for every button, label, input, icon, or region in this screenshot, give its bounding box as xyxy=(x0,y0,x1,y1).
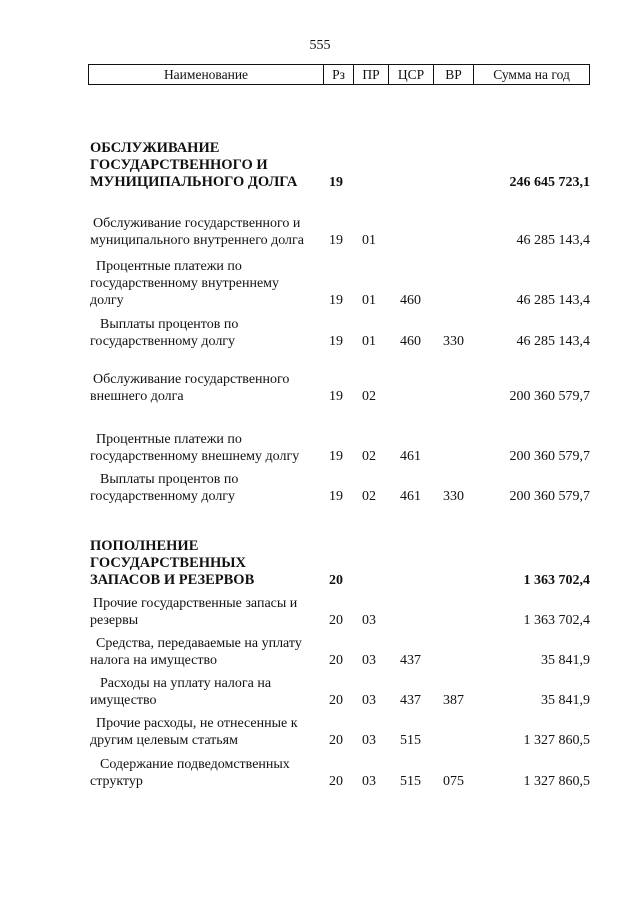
row-pr: 02 xyxy=(362,449,376,464)
row-name xyxy=(90,635,330,669)
header-name: Наименование xyxy=(163,66,249,82)
row-name-line: Расходы на уплату налога на xyxy=(100,676,272,691)
row-rz: 19 xyxy=(329,233,343,248)
row-amount: 46 285 143,4 xyxy=(516,334,590,349)
table-row xyxy=(0,714,640,749)
section-row-debt-service xyxy=(0,137,640,191)
row-name xyxy=(90,538,330,589)
row-name-line: МУНИЦИПАЛЬНОГО ДОЛГА xyxy=(90,174,298,190)
row-name xyxy=(90,431,330,465)
row-vr: 075 xyxy=(443,774,464,789)
row-name-line: резервы xyxy=(90,613,139,628)
row-pr: 03 xyxy=(362,733,376,748)
row-rz: 20 xyxy=(329,733,343,748)
row-amount: 35 841,9 xyxy=(541,693,590,708)
row-vr: 330 xyxy=(443,489,464,504)
row-rz: 20 xyxy=(329,573,343,588)
row-name-line: муниципального внутреннего долга xyxy=(90,233,304,248)
row-amount: 35 841,9 xyxy=(541,653,590,668)
row-amount: 200 360 579,7 xyxy=(509,449,590,464)
row-csr: 437 xyxy=(400,693,421,708)
row-rz: 19 xyxy=(329,489,343,504)
row-rz: 19 xyxy=(329,175,343,190)
row-name-line: ГОСУДАРСТВЕННЫХ xyxy=(90,555,247,571)
table-row xyxy=(0,674,640,709)
row-name-line: имущество xyxy=(90,693,157,708)
header-csr: ЦСР xyxy=(388,65,433,84)
row-name-line: государственному внутреннему xyxy=(90,276,280,291)
row-pr: 01 xyxy=(362,233,376,248)
row-csr: 515 xyxy=(400,733,421,748)
row-name xyxy=(90,316,330,350)
table-row xyxy=(0,256,640,309)
table-header xyxy=(88,64,590,85)
row-name-line: Прочие расходы, не отнесенные к xyxy=(96,716,298,731)
table-row xyxy=(0,593,640,629)
row-name-line: Процентные платежи по xyxy=(96,432,242,447)
row-name xyxy=(90,595,330,629)
row-name xyxy=(90,675,330,709)
row-csr: 461 xyxy=(400,489,421,504)
row-vr: 330 xyxy=(443,334,464,349)
row-name-line: внешнего долга xyxy=(90,389,184,404)
row-amount: 246 645 723,1 xyxy=(509,175,590,190)
row-amount: 46 285 143,4 xyxy=(516,233,590,248)
table-row xyxy=(0,315,640,350)
table-row xyxy=(0,469,640,505)
row-name-line: государственному долгу xyxy=(90,489,236,504)
row-pr: 03 xyxy=(362,613,376,628)
row-name-line: Содержание подведомственных xyxy=(100,757,290,772)
row-name-line: налога на имущество xyxy=(90,653,218,668)
row-name-line: Средства, передаваемые на уплату xyxy=(96,636,302,651)
row-pr: 01 xyxy=(362,293,376,308)
row-pr: 03 xyxy=(362,653,376,668)
row-name-line: ЗАПАСОВ И РЕЗЕРВОВ xyxy=(90,572,255,588)
row-rz: 20 xyxy=(329,613,343,628)
row-amount: 200 360 579,7 xyxy=(509,389,590,404)
row-amount: 1 327 860,5 xyxy=(523,774,590,789)
table-row xyxy=(0,633,640,669)
row-csr: 460 xyxy=(400,334,421,349)
row-name xyxy=(90,471,330,505)
row-name xyxy=(90,258,330,309)
row-name-line: Прочие государственные запасы и xyxy=(93,596,298,611)
row-name-line: государственному внешнему долгу xyxy=(90,449,300,464)
row-rz: 19 xyxy=(329,293,343,308)
row-pr: 02 xyxy=(362,489,376,504)
header-rz: Рз xyxy=(323,65,353,84)
header-sum: Сумма на год xyxy=(473,65,589,84)
table-row xyxy=(0,370,640,405)
row-amount: 1 363 702,4 xyxy=(523,573,590,588)
row-name-line: Процентные платежи по xyxy=(96,259,242,274)
row-rz: 19 xyxy=(329,334,343,349)
row-amount: 1 327 860,5 xyxy=(523,733,590,748)
row-csr: 461 xyxy=(400,449,421,464)
row-name-line: структур xyxy=(90,774,143,789)
row-csr: 460 xyxy=(400,293,421,308)
row-amount: 46 285 143,4 xyxy=(516,293,590,308)
header-pr: ПР xyxy=(353,65,388,84)
row-name xyxy=(90,756,330,790)
row-name-line: Выплаты процентов по xyxy=(100,472,239,487)
row-rz: 19 xyxy=(329,449,343,464)
row-name-line: долгу xyxy=(90,293,124,308)
table-row xyxy=(0,755,640,790)
row-pr: 03 xyxy=(362,774,376,789)
row-name xyxy=(90,140,330,191)
row-name xyxy=(90,371,330,405)
row-name-line: государственному долгу xyxy=(90,334,236,349)
row-name-line: ГОСУДАРСТВЕННОГО И xyxy=(90,157,268,173)
row-rz: 20 xyxy=(329,653,343,668)
row-rz: 20 xyxy=(329,774,343,789)
row-rz: 19 xyxy=(329,389,343,404)
row-name-line: Выплаты процентов по xyxy=(100,317,239,332)
row-amount: 200 360 579,7 xyxy=(509,489,590,504)
table-row xyxy=(0,429,640,465)
header-vr: ВР xyxy=(433,65,473,84)
table-row xyxy=(0,213,640,249)
row-name-line: Обслуживание государственного и xyxy=(93,216,301,231)
page-number: 555 xyxy=(309,38,331,53)
row-amount: 1 363 702,4 xyxy=(523,613,590,628)
row-name xyxy=(90,715,330,749)
row-pr: 01 xyxy=(362,334,376,349)
row-name-line: ПОПОЛНЕНИЕ xyxy=(90,538,199,554)
row-vr: 387 xyxy=(443,693,464,708)
row-csr: 515 xyxy=(400,774,421,789)
row-name-line: ОБСЛУЖИВАНИЕ xyxy=(90,140,220,156)
row-csr: 437 xyxy=(400,653,421,668)
row-name-line: другим целевым статьям xyxy=(90,733,238,748)
row-name-line: Обслуживание государственного xyxy=(93,372,290,387)
row-name xyxy=(90,215,330,249)
row-pr: 02 xyxy=(362,389,376,404)
section-row-reserves xyxy=(0,535,640,589)
row-pr: 03 xyxy=(362,693,376,708)
row-rz: 20 xyxy=(329,693,343,708)
